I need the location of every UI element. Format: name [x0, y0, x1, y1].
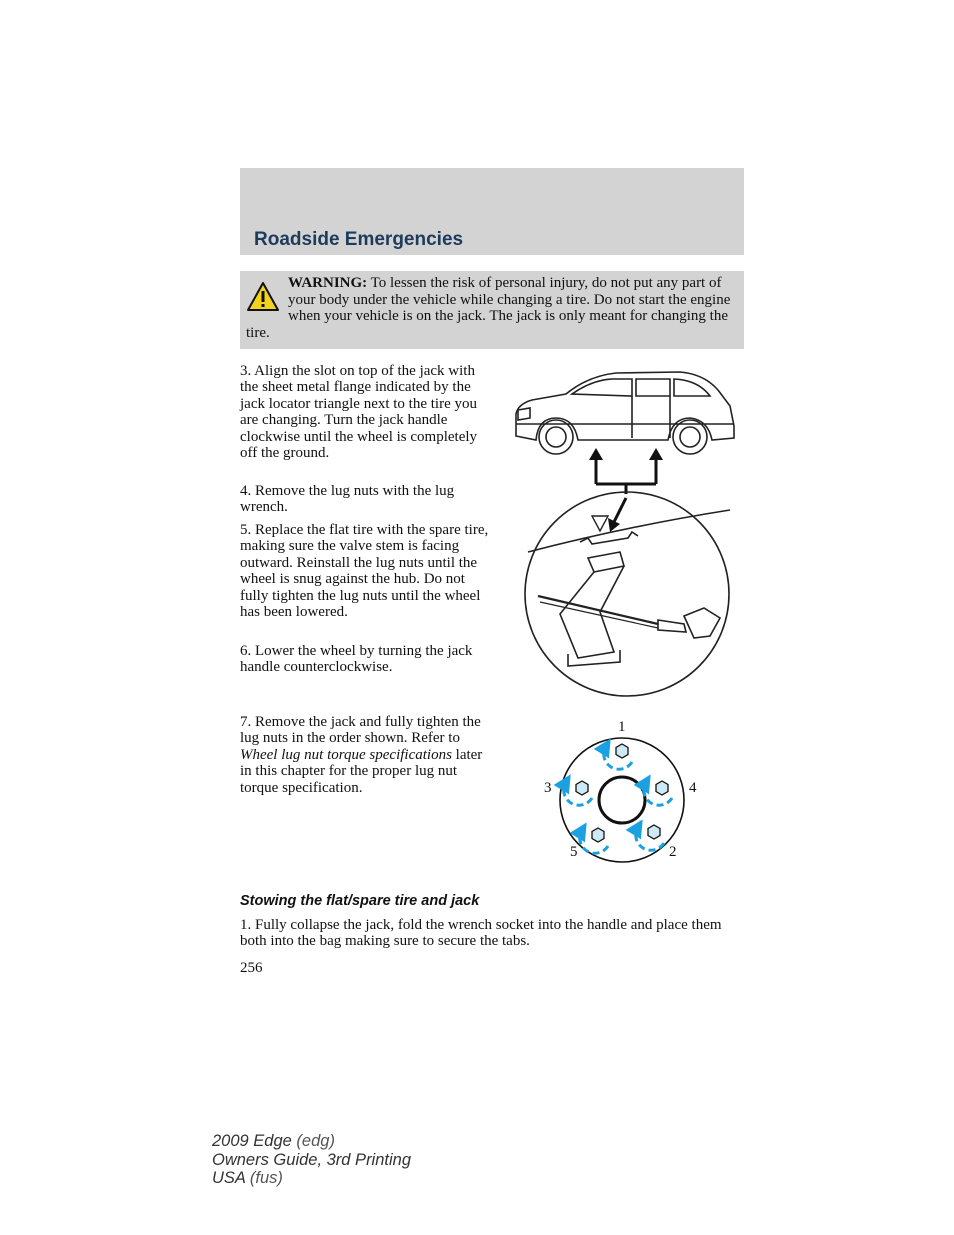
step-6: 6. Lower the wheel by turning the jack handle counterclockwise. [240, 643, 473, 676]
warning-text: To lessen the risk of personal injury, do not put any part of your body under the vehicle while changing a tire. Do not start the engine when your vehicle is on the jack. The jack is only meant for changing the tire. [246, 275, 731, 341]
footer-guide: Owners Guide, 3rd Printing [212, 1150, 412, 1169]
footer-model: 2009 Edge [212, 1132, 292, 1150]
jack-detail-circle [525, 492, 730, 696]
step-4: 4. Remove the lug nuts with the lug wrench. [240, 483, 455, 516]
section-title: Roadside Emergencies [254, 229, 464, 250]
jack-placement-illustration [508, 366, 740, 698]
stowing-step-1: 1. Fully collapse the jack, fold the wrench socket into the handle and place them both into the bag making sure to secure the tabs. [240, 917, 722, 950]
step-5: 5. Replace the flat tire with the spare tire, making sure the valve stem is facing outward. Reinstall the lug nuts until the wheel is snug against the hub. Do not fully tighten the lug nuts until the wheel has been lowered. [240, 522, 489, 621]
stowing-heading: Stowing the flat/spare tire and jack [240, 893, 480, 909]
lug-nut-2 [648, 825, 660, 839]
lug-nut-1 [616, 744, 628, 758]
order-label-5: 5 [570, 844, 578, 860]
footer-model-code: (edg) [296, 1132, 335, 1150]
footer-region: USA [212, 1169, 246, 1187]
jack-point-arrows [589, 448, 663, 494]
center-bore [599, 777, 645, 823]
footer-region-code: (fus) [249, 1169, 283, 1187]
order-label-4: 4 [689, 780, 697, 796]
step-3: 3. Align the slot on top of the jack with the sheet metal flange indicated by the jack locator triangle next to the tire you are changing. Turn the jack handle clockwise until the wheel is completely off the ground. [240, 363, 478, 462]
page-number: 256 [240, 960, 263, 976]
document-footer [212, 1132, 411, 1188]
step-7-text: 7. Remove the jack and fully tighten the lug nuts in the order shown. Refer to [240, 714, 481, 747]
lug-nut-5 [592, 828, 604, 842]
order-label-1: 1 [618, 719, 626, 735]
torque-spec-reference: Wheel lug nut torque specifications [240, 746, 452, 763]
warning-label: WARNING: [288, 275, 368, 291]
step-7 [240, 714, 492, 796]
warning-triangle-icon [246, 280, 280, 314]
step-7-text-end: later in this chapter for the proper lug nut torque specification. [240, 746, 483, 796]
lug-nut-order-diagram [536, 716, 706, 866]
lug-nut-3 [576, 781, 588, 795]
section-header [240, 168, 744, 255]
warning-box [240, 271, 744, 349]
order-label-2: 2 [669, 844, 677, 860]
vehicle-side-view [516, 372, 734, 454]
order-label-3: 3 [544, 780, 552, 796]
lug-nut-4 [656, 781, 668, 795]
